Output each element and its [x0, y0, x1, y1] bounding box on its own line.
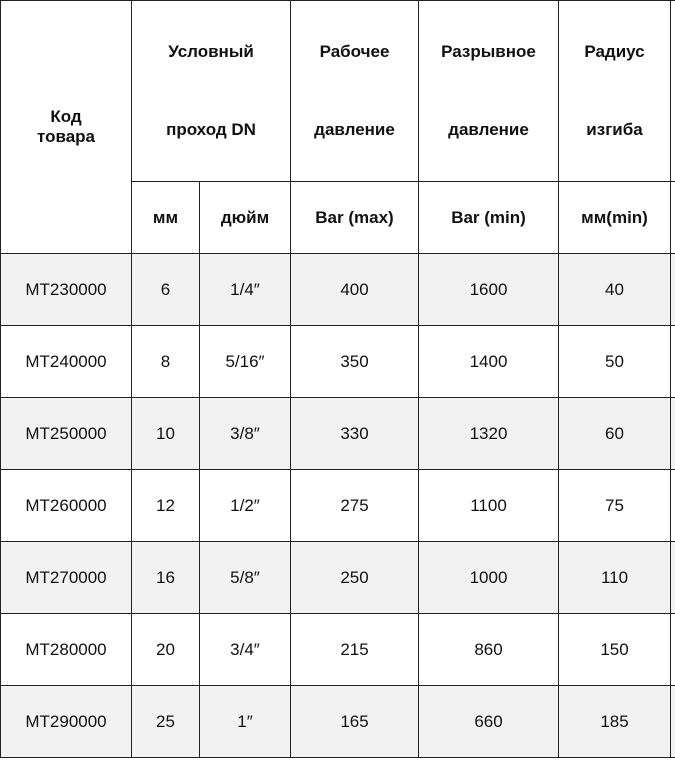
- header-nominal-bore-line2: проход DN: [166, 120, 256, 139]
- cell-working-pressure: 330: [291, 398, 419, 470]
- table-row: [1, 326, 675, 398]
- cell-bend-radius: 150: [559, 614, 671, 686]
- cell-inch: 3/4″: [200, 614, 291, 686]
- cell-product-code: MT230000: [1, 254, 132, 326]
- header-row: [1, 1, 675, 182]
- cell-mm: 10: [132, 398, 200, 470]
- table-row: [1, 398, 675, 470]
- header-bend-radius-line1: Радиус: [584, 42, 645, 61]
- cell-working-pressure: 165: [291, 686, 419, 758]
- cell-working-pressure: 215: [291, 614, 419, 686]
- cell-extra: [671, 470, 675, 542]
- cell-product-code: MT290000: [1, 686, 132, 758]
- cell-inch: 1″: [200, 686, 291, 758]
- cell-inch: 5/16″: [200, 326, 291, 398]
- header-product-code: [1, 1, 132, 254]
- cell-product-code: MT240000: [1, 326, 132, 398]
- table-row: [1, 614, 675, 686]
- cell-burst-pressure: 860: [419, 614, 559, 686]
- cell-burst-pressure: 1600: [419, 254, 559, 326]
- header-extra-cell: [671, 1, 675, 182]
- cell-extra: [671, 254, 675, 326]
- cell-bend-radius: 60: [559, 398, 671, 470]
- table-row: [1, 542, 675, 614]
- cell-bend-radius: 40: [559, 254, 671, 326]
- cell-mm: 6: [132, 254, 200, 326]
- cell-working-pressure: 250: [291, 542, 419, 614]
- header-burst-pressure: [419, 1, 559, 182]
- header-nominal-bore-line1: Условный: [168, 42, 254, 61]
- cell-mm: 20: [132, 614, 200, 686]
- cell-product-code: MT260000: [1, 470, 132, 542]
- cell-inch: 1/4″: [200, 254, 291, 326]
- cell-inch: 5/8″: [200, 542, 291, 614]
- cell-mm: 16: [132, 542, 200, 614]
- table-row: [1, 254, 675, 326]
- header-product-code-line2: товара: [36, 127, 95, 146]
- cell-burst-pressure: 1000: [419, 542, 559, 614]
- unit-inch: дюйм: [200, 182, 291, 254]
- header-burst-pressure-line2: давление: [448, 120, 529, 139]
- unit-mm: мм: [132, 182, 200, 254]
- cell-extra: [671, 542, 675, 614]
- cell-burst-pressure: 1400: [419, 326, 559, 398]
- cell-extra: [671, 686, 675, 758]
- cell-burst-pressure: 1100: [419, 470, 559, 542]
- header-product-code-line1: Код: [50, 107, 82, 126]
- table-row: [1, 470, 675, 542]
- table-row: [1, 686, 675, 758]
- cell-bend-radius: 50: [559, 326, 671, 398]
- cell-working-pressure: 350: [291, 326, 419, 398]
- cell-mm: 8: [132, 326, 200, 398]
- header-working-pressure: [291, 1, 419, 182]
- cell-product-code: MT280000: [1, 614, 132, 686]
- unit-burst-pressure: Bar (min): [419, 182, 559, 254]
- header-burst-pressure-line1: Разрывное: [441, 42, 536, 61]
- cell-extra: [671, 398, 675, 470]
- cell-mm: 12: [132, 470, 200, 542]
- header-bend-radius: [559, 1, 671, 182]
- cell-bend-radius: 185: [559, 686, 671, 758]
- header-nominal-bore: [132, 1, 291, 182]
- cell-burst-pressure: 1320: [419, 398, 559, 470]
- cell-extra: [671, 326, 675, 398]
- unit-bend-radius: мм(min): [559, 182, 671, 254]
- header-working-pressure-line1: Рабочее: [319, 42, 390, 61]
- unit-working-pressure: Bar (max): [291, 182, 419, 254]
- cell-burst-pressure: 660: [419, 686, 559, 758]
- header-bend-radius-line2: изгиба: [586, 120, 643, 139]
- cell-working-pressure: 400: [291, 254, 419, 326]
- unit-extra-cell: [671, 182, 675, 254]
- cell-inch: 1/2″: [200, 470, 291, 542]
- cell-extra: [671, 614, 675, 686]
- cell-bend-radius: 75: [559, 470, 671, 542]
- cell-product-code: MT270000: [1, 542, 132, 614]
- header-working-pressure-line2: давление: [314, 120, 395, 139]
- cell-working-pressure: 275: [291, 470, 419, 542]
- cell-product-code: MT250000: [1, 398, 132, 470]
- cell-inch: 3/8″: [200, 398, 291, 470]
- cell-bend-radius: 110: [559, 542, 671, 614]
- cell-mm: 25: [132, 686, 200, 758]
